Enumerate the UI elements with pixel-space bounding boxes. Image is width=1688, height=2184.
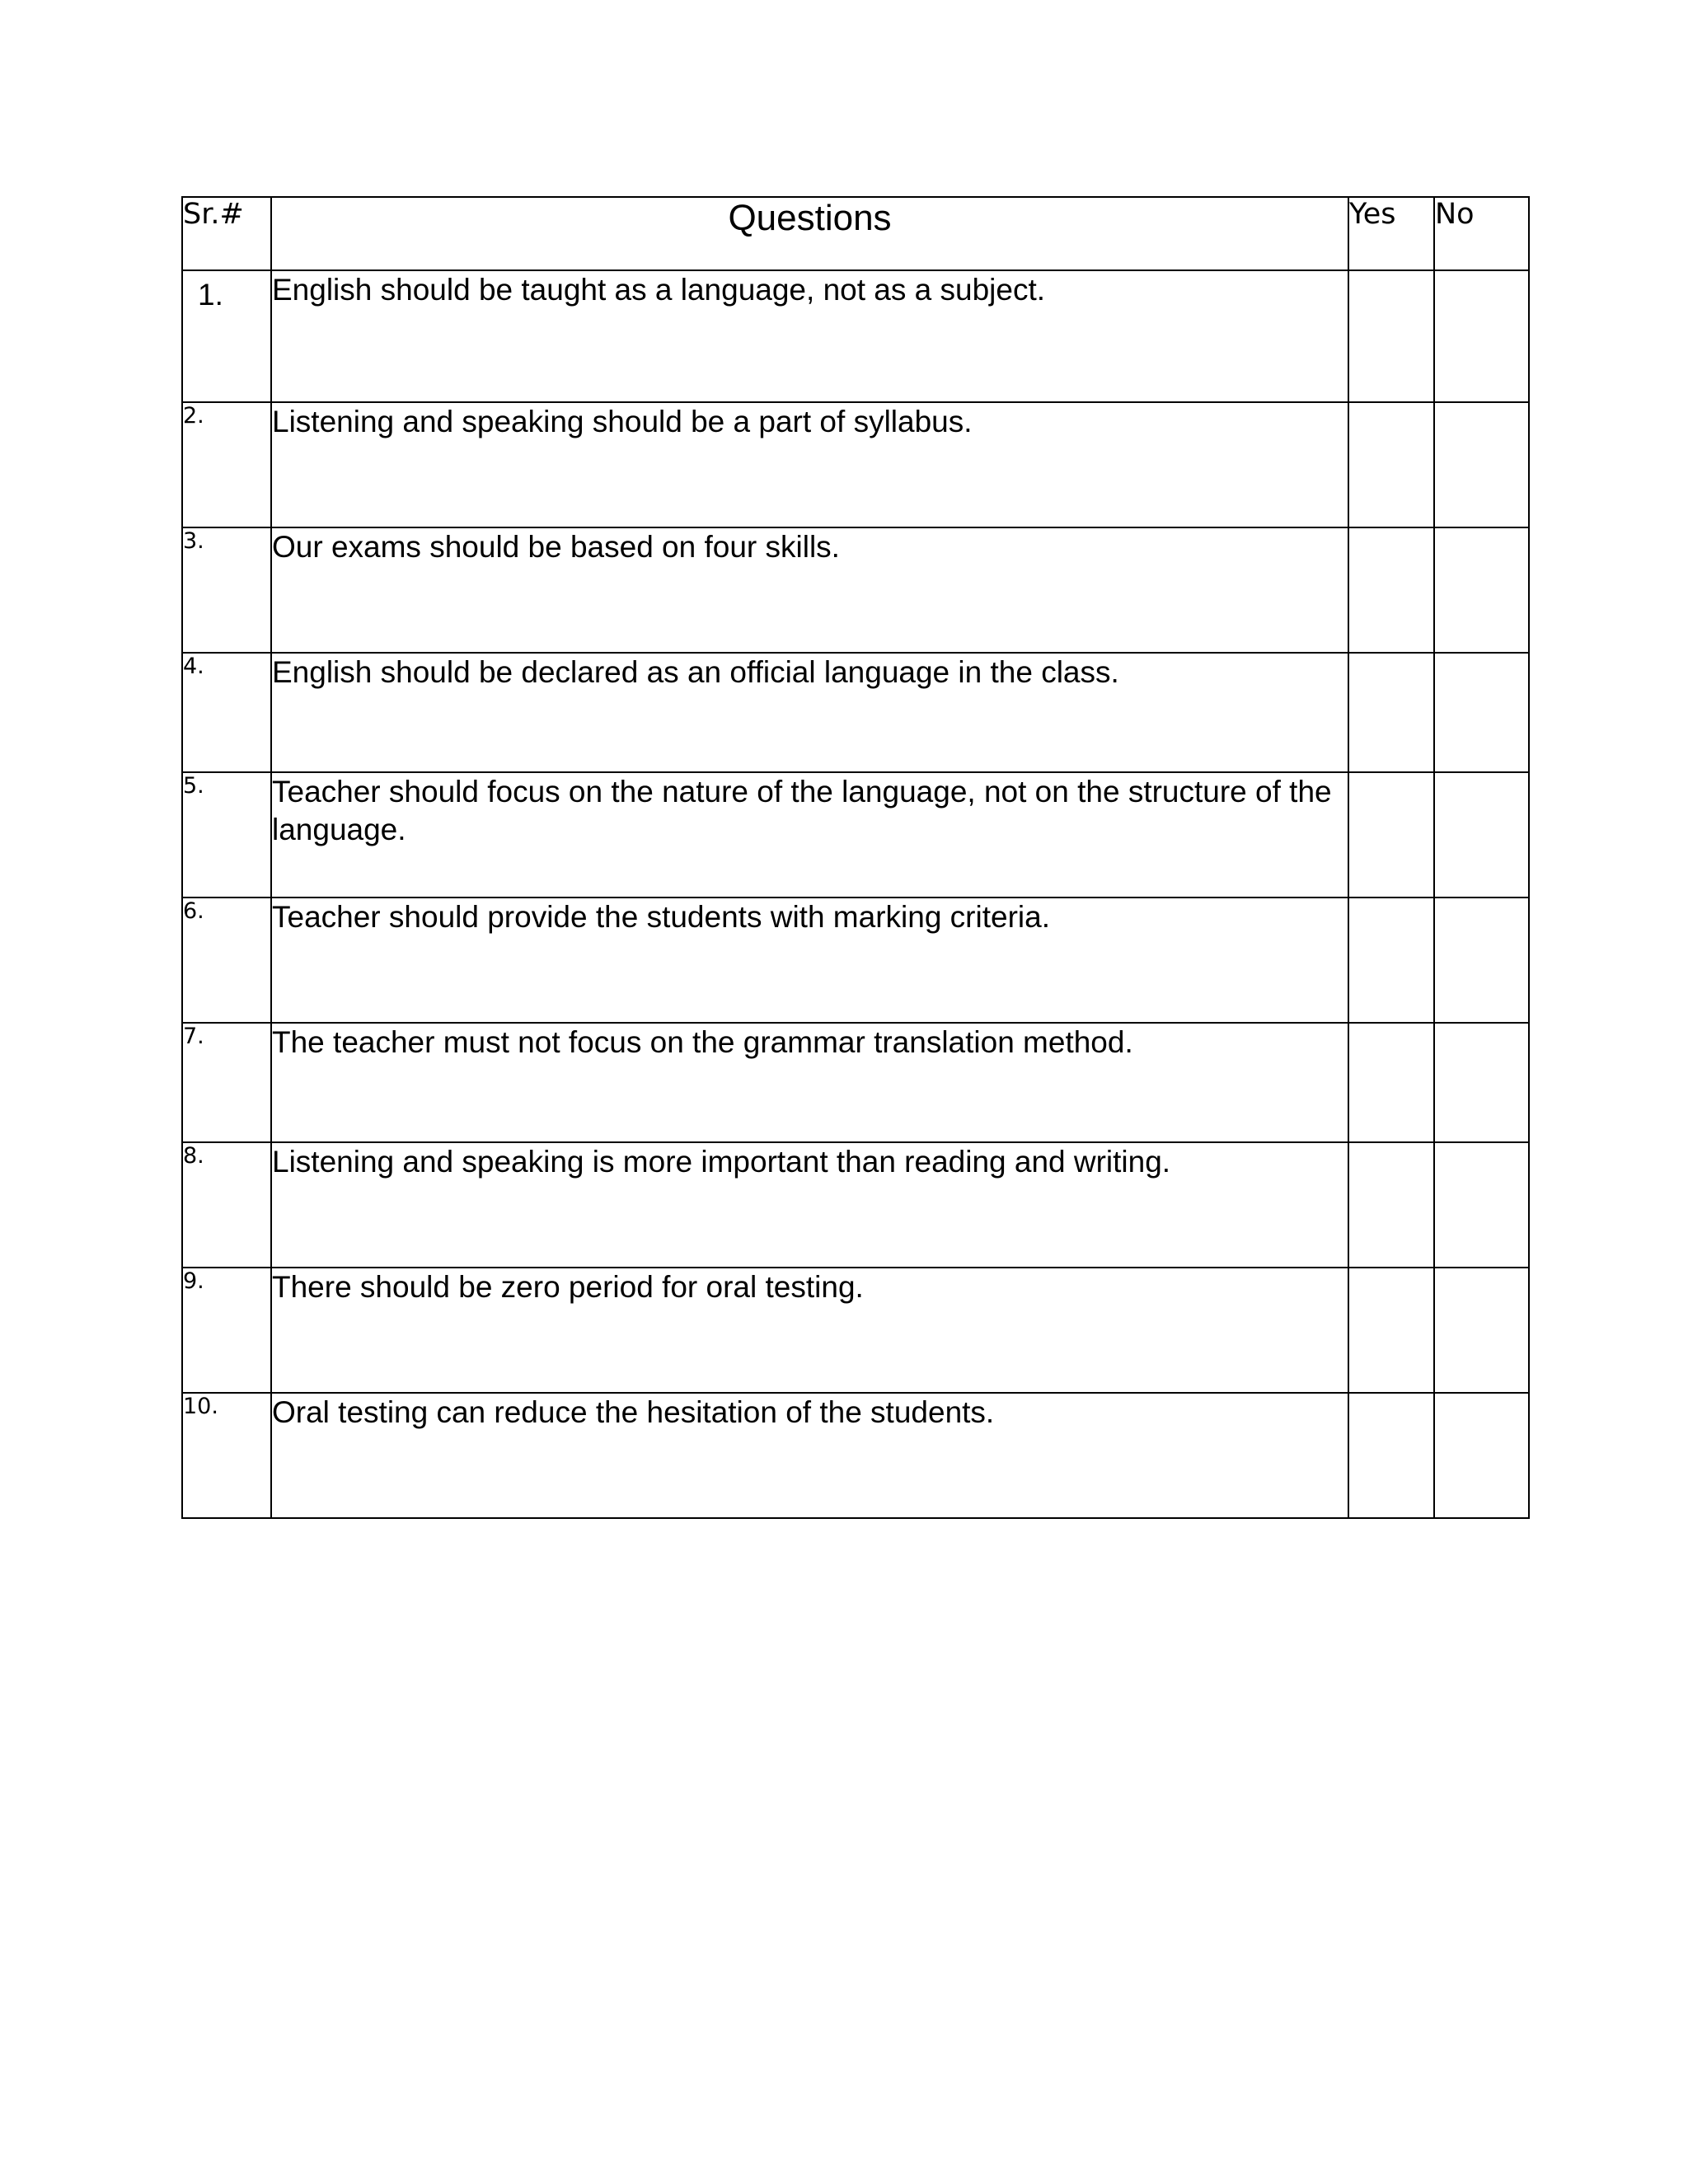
table-row [182, 1393, 1529, 1518]
no-answer-cell[interactable] [1434, 1268, 1529, 1393]
table-header-row [182, 197, 1529, 270]
serial-number: 3. [182, 527, 271, 653]
header-no: No [1434, 197, 1529, 270]
table-row [182, 1142, 1529, 1268]
table-row [182, 1268, 1529, 1393]
no-answer-cell[interactable] [1434, 653, 1529, 772]
question-text: Our exams should be based on four skills. [271, 527, 1348, 653]
question-text: Teacher should provide the students with marking criteria. [271, 898, 1348, 1023]
table-row [182, 1023, 1529, 1142]
yes-answer-cell[interactable] [1348, 653, 1434, 772]
yes-answer-cell[interactable] [1348, 1023, 1434, 1142]
table-row [182, 270, 1529, 402]
question-text: The teacher must not focus on the grammar translation method. [271, 1023, 1348, 1142]
no-answer-cell[interactable] [1434, 1142, 1529, 1268]
table-row [182, 402, 1529, 527]
yes-answer-cell[interactable] [1348, 1268, 1434, 1393]
no-answer-cell[interactable] [1434, 527, 1529, 653]
question-text: Listening and speaking is more important than reading and writing. [271, 1142, 1348, 1268]
serial-number: 8. [182, 1142, 271, 1268]
no-answer-cell[interactable] [1434, 1393, 1529, 1518]
yes-answer-cell[interactable] [1348, 772, 1434, 898]
question-text: English should be taught as a language, not as a subject. [271, 270, 1348, 402]
table-row [182, 772, 1529, 898]
question-text: Teacher should focus on the nature of the language, not on the structure of the language. [271, 772, 1348, 898]
serial-number: 2. [182, 402, 271, 527]
no-answer-cell[interactable] [1434, 772, 1529, 898]
yes-answer-cell[interactable] [1348, 898, 1434, 1023]
serial-number: 9. [182, 1268, 271, 1393]
header-yes: Yes [1348, 197, 1434, 270]
yes-answer-cell[interactable] [1348, 1393, 1434, 1518]
question-text: Oral testing can reduce the hesitation of the students. [271, 1393, 1348, 1518]
table-row [182, 898, 1529, 1023]
header-serial-number: Sr.# [182, 197, 271, 270]
serial-number: 6. [182, 898, 271, 1023]
question-text: There should be zero period for oral testing. [271, 1268, 1348, 1393]
serial-number: 7. [182, 1023, 271, 1142]
no-answer-cell[interactable] [1434, 898, 1529, 1023]
no-answer-cell[interactable] [1434, 270, 1529, 402]
yes-answer-cell[interactable] [1348, 270, 1434, 402]
yes-answer-cell[interactable] [1348, 402, 1434, 527]
table-row [182, 527, 1529, 653]
yes-answer-cell[interactable] [1348, 527, 1434, 653]
serial-number: 4. [182, 653, 271, 772]
serial-number: 5. [182, 772, 271, 898]
serial-number: 10. [182, 1393, 271, 1518]
table-row [182, 653, 1529, 772]
question-text: English should be declared as an official language in the class. [271, 653, 1348, 772]
questionnaire-table [181, 196, 1530, 1519]
question-text: Listening and speaking should be a part of syllabus. [271, 402, 1348, 527]
yes-answer-cell[interactable] [1348, 1142, 1434, 1268]
no-answer-cell[interactable] [1434, 402, 1529, 527]
serial-number: 1. [182, 270, 271, 402]
header-questions: Questions [271, 197, 1348, 270]
no-answer-cell[interactable] [1434, 1023, 1529, 1142]
